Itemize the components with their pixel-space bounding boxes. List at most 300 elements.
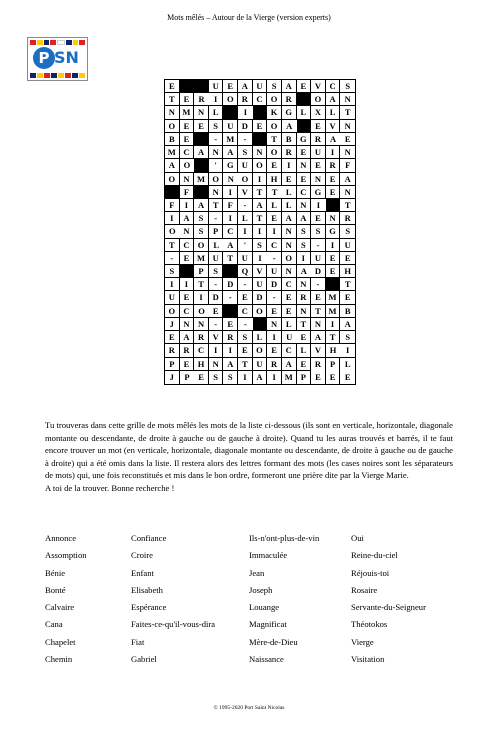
grid-cell: O [223,93,238,106]
grid-cell-black [180,80,195,93]
grid-cell: E [194,120,209,133]
grid-cell: P [184,371,190,382]
word-item: Fiat [131,636,145,647]
grid-cell: I [180,278,195,291]
grid-cell: A [340,318,355,331]
grid-cell: F [180,186,195,199]
grid-cell: N [253,146,268,159]
grid-cell: L [253,331,268,344]
grid-cell: - [238,199,253,212]
grid-cell: T [165,93,180,106]
grid-cell: N [267,318,282,331]
grid-cell: M [326,305,341,318]
grid-cell: E [311,291,326,304]
grid-cell: A [282,80,297,93]
grid-cell: A [223,239,238,252]
grid-cell: S [340,80,355,93]
grid-cell: C [253,93,268,106]
grid-cell: N [180,318,195,331]
grid-cell: R [340,212,355,225]
word-column [351,530,426,668]
grid-cell: J [165,371,180,384]
grid-cell: L [238,212,253,225]
grid-cell: S [340,331,355,344]
grid-cell: I [223,186,238,199]
word-item: Chemin [45,654,73,665]
grid-cell: L [209,239,224,252]
grid-cell: E [238,344,253,357]
grid-cell: R [326,159,341,172]
grid-cell: T [223,252,238,265]
grid-cell: S [194,212,209,225]
grid-cell: E [209,305,224,318]
grid-cell-black [253,106,268,119]
grid-cell: O [267,120,282,133]
word-item: Théotokos [351,619,388,630]
grid-cell: R [165,344,180,357]
grid-cell: I [253,252,268,265]
grid-cell: P [297,371,312,384]
grid-cell: O [165,120,180,133]
grid-cell: S [340,225,355,238]
psn-logo [27,37,88,81]
grid-cell: A [282,120,297,133]
grid-cell-black [297,93,312,106]
word-item: Croire [131,550,153,561]
grid-cell: E [267,159,282,172]
grid-cell: F [340,159,355,172]
grid-cell: E [253,120,268,133]
grid-cell: E [282,291,297,304]
grid-cell: M [326,291,341,304]
grid-cell: A [223,146,238,159]
logo-p-icon: P [33,47,55,69]
grid-cell: N [340,186,355,199]
grid-cell: N [297,199,312,212]
grid-cell: B [282,133,297,146]
grid-cell: - [209,318,224,331]
grid-cell: C [194,344,209,357]
grid-cell: O [267,93,282,106]
grid-cell: O [282,252,297,265]
word-item: Mère-de-Dieu [249,636,298,647]
grid-cell: ' [238,239,253,252]
word-item: Magnificat [249,619,287,630]
grid-cell: A [297,212,312,225]
grid-cell: A [165,159,180,172]
grid-cell: D [311,265,326,278]
grid-cell: I [209,344,224,357]
grid-cell: C [180,146,195,159]
grid-cell: V [311,344,326,357]
word-item: Réjouis-toi [351,567,390,578]
grid-cell: S [311,225,326,238]
word-item: Assomption [45,550,87,561]
grid-cell: O [267,146,282,159]
grid-cell: E [326,252,341,265]
word-column [45,530,87,668]
grid-cell: T [340,278,355,291]
grid-cell: O [209,173,224,186]
grid-cell: U [238,159,253,172]
word-item: Elisabeth [131,584,163,595]
grid-cell: - [238,278,253,291]
grid-cell: B [340,305,355,318]
word-item: Louange [249,602,280,613]
grid-cell: I [267,371,282,384]
grid-cell: I [267,225,282,238]
word-item: Confiance [131,533,167,543]
grid-cell: U [340,239,355,252]
grid-cell: N [297,278,312,291]
grid-cell: I [340,344,355,357]
grid-cell: R [180,344,195,357]
grid-cell: N [297,159,312,172]
grid-cell: T [267,133,282,146]
word-item: Calvaire [45,602,75,613]
grid-cell: D [223,278,238,291]
grid-cell: U [165,291,180,304]
grid-cell: T [165,239,180,252]
grid-cell: A [282,212,297,225]
grid-cell: S [223,371,238,384]
page-header: Mots mêlés – Autour de la Vierge (version experts) [167,13,331,22]
word-item: Jean [249,567,265,578]
grid-cell-black [165,186,180,199]
grid-cell: P [209,225,224,238]
grid-cell: E [340,133,355,146]
grid-cell: H [267,173,282,186]
grid-cell: E [326,186,341,199]
grid-cell: S [238,331,253,344]
grid-cell: O [194,305,209,318]
grid-cell: - [311,239,326,252]
grid-cell: V [253,265,268,278]
grid-cell: T [194,278,209,291]
grid-cell: U [311,146,326,159]
grid-cell: I [253,173,268,186]
grid-cell: C [223,225,238,238]
grid-cell: R [194,93,209,106]
grid-cell: F [165,199,180,212]
grid-cell: O [253,305,268,318]
grid-cell: I [194,291,209,304]
grid-cell: E [297,146,312,159]
grid-cell: A [238,80,253,93]
grid-cell: M [194,173,209,186]
grid-cell: T [340,106,355,119]
grid-cell: T [311,305,326,318]
grid-cell: N [340,93,355,106]
grid-cell-black [297,120,312,133]
grid-cell: U [238,252,253,265]
grid-cell: D [238,120,253,133]
grid-cell-black [194,159,209,172]
grid-cell: V [238,186,253,199]
grid-cell-black [223,305,238,318]
grid-cell: S [297,239,312,252]
grid-cell: E [340,252,355,265]
grid-cell: N [209,146,224,159]
grid-cell: D [253,291,268,304]
grid-cell: N [297,305,312,318]
grid-cell-black [253,318,268,331]
grid-cell: M [282,371,297,384]
grid-cell: I [282,159,297,172]
grid-cell: L [267,199,282,212]
grid-cell: I [238,225,253,238]
grid-cell: N [180,173,195,186]
grid-cell: S [209,265,224,278]
grid-cell: E [180,291,195,304]
grid-cell: N [194,106,209,119]
word-item: Joseph [249,584,273,595]
word-column [131,530,215,668]
grid-cell: D [267,278,282,291]
word-item: Immaculée [249,550,288,561]
grid-cell: - [209,133,224,146]
grid-cell: S [194,225,209,238]
grid-cell: L [282,199,297,212]
grid-cell: E [180,358,195,371]
grid-cell: - [238,318,253,331]
grid-cell: M [165,146,180,159]
grid-cell: S [267,80,282,93]
word-item: Faites-ce-qu'il-vous-dira [131,619,216,630]
grid-cell-black [223,106,238,119]
grid-cell: I [311,199,326,212]
grid-cell: E [180,133,195,146]
grid-cell: U [209,252,224,265]
word-item: Bonté [45,584,66,595]
grid-cell: G [282,106,297,119]
grid-cell: S [209,120,224,133]
grid-cell: E [238,291,253,304]
grid-cell: S [253,239,268,252]
grid-cell: C [238,305,253,318]
grid-cell: C [297,186,312,199]
grid-cell: E [165,80,180,93]
grid-cell: E [194,371,209,384]
grid-cell: Q [238,265,253,278]
grid-cell: E [180,120,195,133]
grid-cell-black [180,265,195,278]
grid-cell: P [326,358,341,371]
grid-cell-black [223,265,238,278]
grid-cell: G [326,225,341,238]
grid-cell: - [238,133,253,146]
grid-cell: A [194,199,209,212]
grid-cell: - [165,252,180,265]
grid-cell: N [340,146,355,159]
grid-cell: ' [209,159,224,172]
word-item: Gabriel [131,654,157,665]
grid-cell: H [326,344,341,357]
grid-cell: G [311,186,326,199]
grid-cell: N [311,173,326,186]
grid-cell: E [311,120,326,133]
grid-cell: N [326,212,341,225]
word-item: Vierge [351,636,374,647]
grid-cell: U [267,265,282,278]
grid-cell: C [180,239,195,252]
grid-cell: S [297,225,312,238]
grid-cell: E [223,318,238,331]
grid-cell: A [194,146,209,159]
grid-cell: E [311,159,326,172]
grid-cell: O [165,305,180,318]
grid-cell: T [340,199,355,212]
grid-cell: O [165,225,180,238]
grid-cell: R [223,331,238,344]
grid-cell: O [253,344,268,357]
grid-cell: U [223,120,238,133]
grid-cell: C [282,344,297,357]
grid-cell: N [209,358,224,371]
word-item: Espérance [131,602,167,613]
grid-cell: V [311,80,326,93]
grid-cell: N [223,173,238,186]
grid-cell: U [311,252,326,265]
instructions-closing: A toi de la trouver. Bonne recherche ! [45,482,175,493]
grid-cell: I [223,212,238,225]
grid-cell: U [253,80,268,93]
grid-cell: R [311,358,326,371]
word-item: Oui [351,533,364,543]
grid-cell: E [326,173,341,186]
word-item: Ils-n'ont-plus-de-vin [249,533,320,543]
grid-cell: E [223,80,238,93]
grid-cell: I [253,225,268,238]
grid-cell: N [282,225,297,238]
grid-cell: J [165,318,180,331]
grid-cell: V [326,120,341,133]
grid-cell: H [340,265,355,278]
grid-cell: E [297,331,312,344]
grid-cell: E [180,252,195,265]
grid-cell: M [223,133,238,146]
grid-cell: R [238,93,253,106]
word-item: Chapelet [45,636,76,647]
grid-cell: - [209,212,224,225]
grid-cell: P [194,265,209,278]
grid-cell: A [223,358,238,371]
grid-cell: N [282,239,297,252]
grid-cell: T [253,212,268,225]
grid-cell-black [253,133,268,146]
instructions [45,419,453,495]
grid-cell: I [238,106,253,119]
grid-cell: N [311,318,326,331]
word-item: Rosaire [351,584,378,595]
grid-cell: E [297,173,312,186]
word-item: Enfant [131,567,154,578]
grid-cell: E [180,93,195,106]
grid-cell: A [297,265,312,278]
grid-cell: L [344,358,351,369]
grid-cell-black [326,278,341,291]
grid-cell: O [311,93,326,106]
grid-cell: V [209,331,224,344]
grid-cell: N [282,265,297,278]
grid-cell: E [340,291,355,304]
grid-cell: E [326,265,341,278]
grid-cell: A [253,199,268,212]
word-column [249,530,319,668]
grid-cell: I [267,331,282,344]
grid-cell: C [180,305,195,318]
grid-cell: N [165,106,180,119]
grid-cell: O [238,173,253,186]
grid-cell: R [297,291,312,304]
grid-cell: T [297,318,312,331]
grid-cell: I [223,344,238,357]
grid-cell: C [267,239,282,252]
grid-cell-black [194,133,209,146]
grid-cell: K [267,106,282,119]
grid-cell: L [326,106,341,119]
grid-cell: E [326,371,341,384]
grid-cell: E [344,371,351,382]
grid-cell: X [311,106,326,119]
grid-cell: E [267,212,282,225]
grid-cell: R [311,133,326,146]
grid-cell: U [282,331,297,344]
grid-cell: - [311,278,326,291]
grid-cell: R [282,93,297,106]
grid-cell: - [209,278,224,291]
grid-cell: G [297,133,312,146]
grid-cell: H [194,358,209,371]
grid-cell: I [326,146,341,159]
grid-cell: O [253,159,268,172]
grid-cell: - [223,291,238,304]
grid-cell-black [326,199,341,212]
grid-cell: C [282,278,297,291]
footer-copyright: © 1995-2020 Port Saint Nicolas [213,705,285,711]
grid-cell: T [238,358,253,371]
grid-cell: E [311,371,326,384]
word-item: Cana [45,619,63,630]
grid-cell: T [267,186,282,199]
grid-cell: L [282,186,297,199]
grid-cell: B [165,133,180,146]
word-item: Reine-du-ciel [351,550,398,561]
grid-cell: E [311,212,326,225]
grid-cell: T [326,331,341,344]
grid-cell: L [282,318,297,331]
grid-cell: A [311,331,326,344]
word-search-grid [164,79,356,385]
grid-cell: E [267,305,282,318]
grid-cell: I [209,93,224,106]
grid-cell: I [165,212,180,225]
signal-flags-icon [30,73,85,78]
grid-cell: U [253,358,268,371]
grid-cell: M [194,252,209,265]
grid-cell: R [267,358,282,371]
grid-cell: E [282,173,297,186]
grid-cell: E [282,305,297,318]
grid-cell: C [326,80,341,93]
grid-cell: L [297,106,312,119]
grid-cell: O [180,159,195,172]
grid-cell: A [340,173,355,186]
grid-cell: T [253,186,268,199]
grid-cell: I [165,278,180,291]
word-item: Annonce [45,533,77,543]
logo-sn-text: SN [54,48,79,67]
